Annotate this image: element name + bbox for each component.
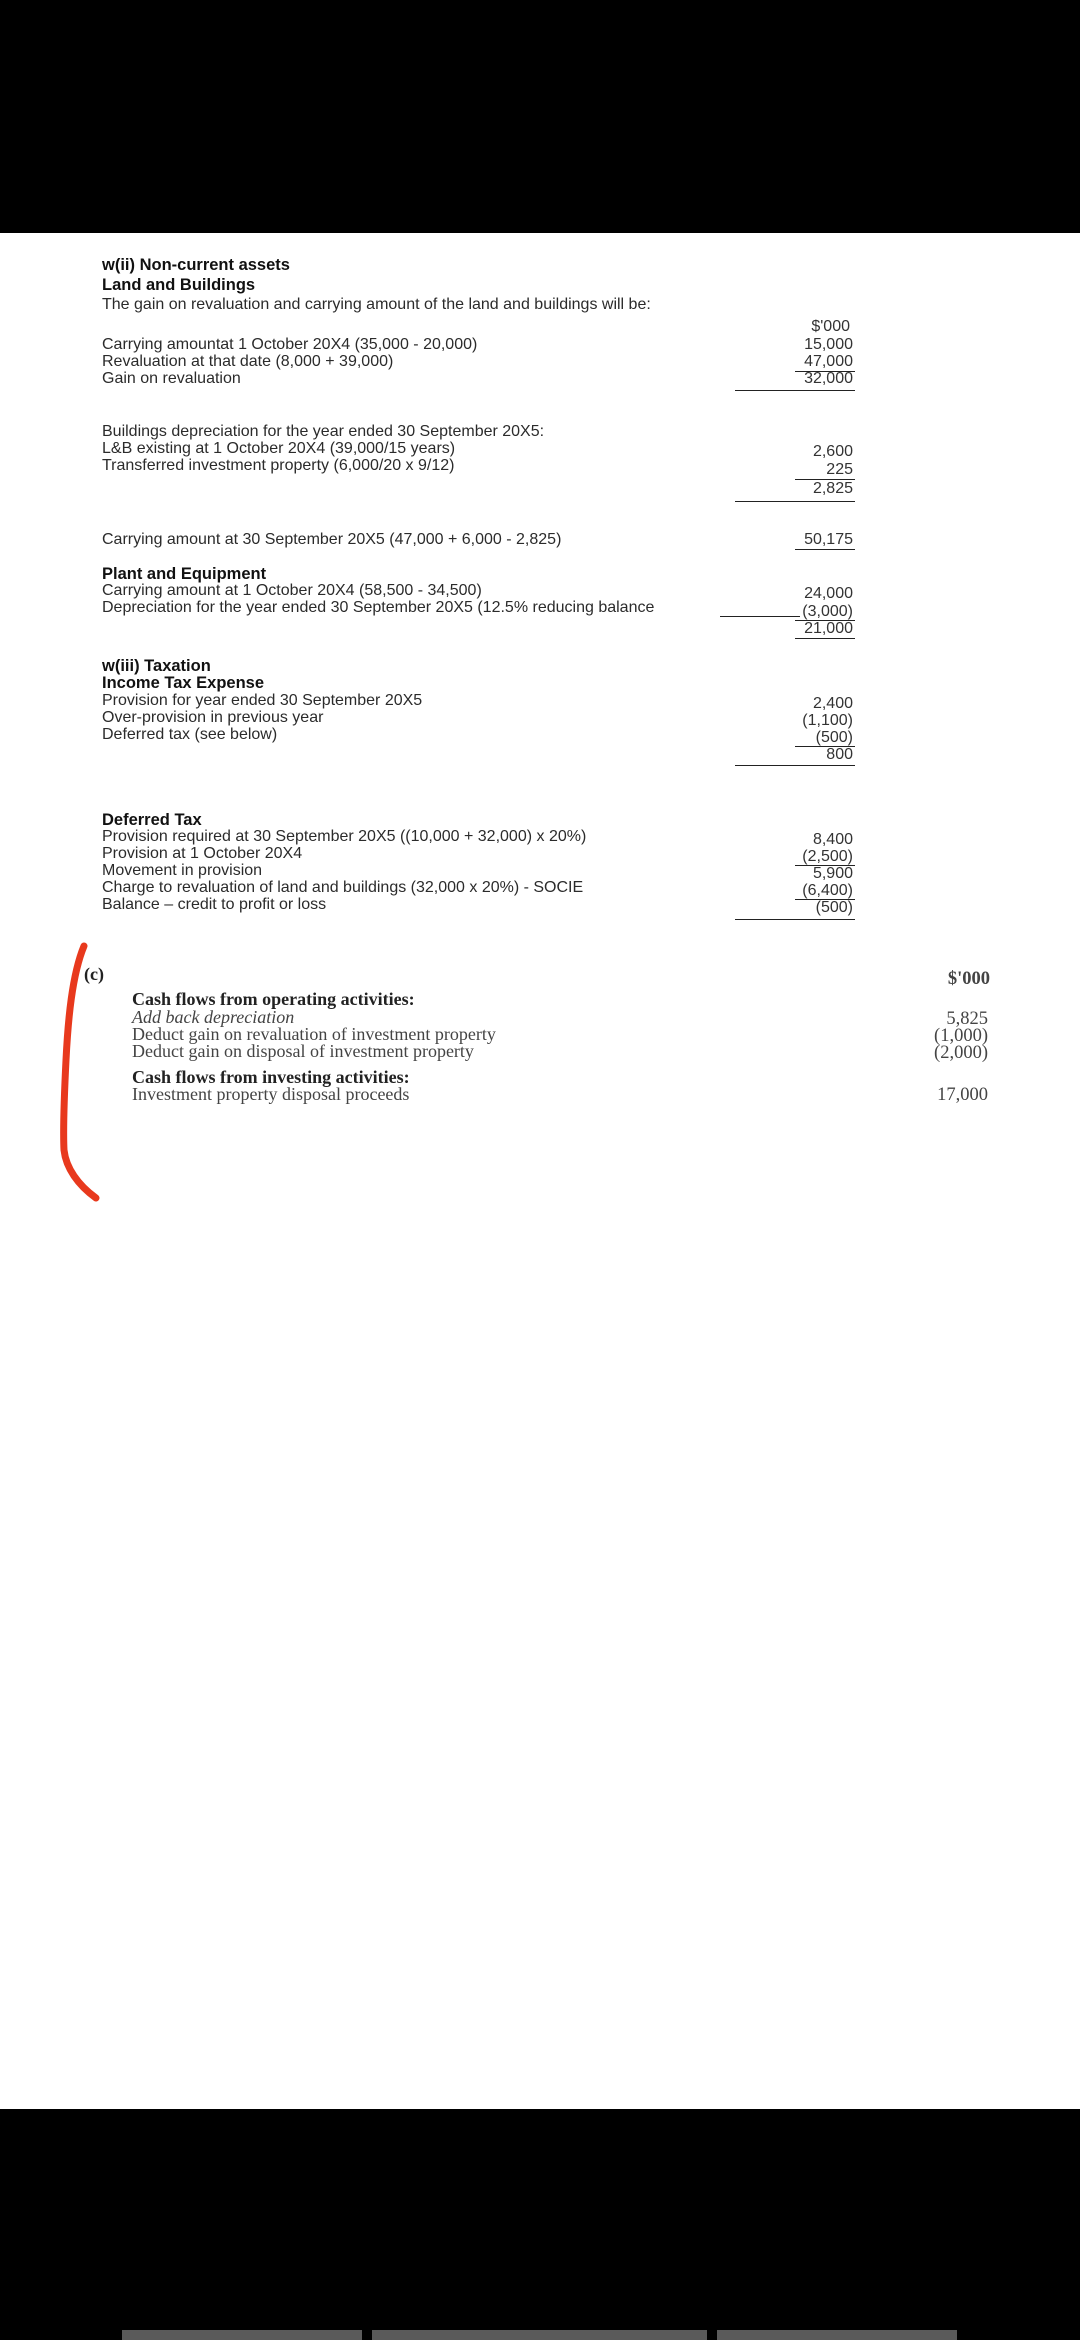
income-tax-heading: Income Tax Expense	[102, 674, 265, 692]
op-row-value: (1,000)	[934, 1026, 988, 1046]
tax-row-value: (500)	[815, 729, 853, 746]
ncs-row-value: 32,000	[804, 370, 853, 387]
inv-heading: Cash flows from investing activities:	[132, 1067, 410, 1087]
nav-bar-segment	[372, 2330, 707, 2340]
op-row-label: Deduct gain on revaluation of investment property	[132, 1024, 496, 1044]
underline	[795, 638, 855, 639]
document-page	[0, 233, 1080, 2109]
pe-total: 21,000	[804, 620, 853, 637]
total-rule	[735, 501, 855, 502]
dep-row-value: 2,600	[812, 443, 853, 460]
dep-row-label: L&B existing at 1 October 20X4 (39,000/15 years)	[102, 440, 456, 457]
dt-row-label: Balance – credit to profit or loss	[102, 896, 327, 913]
carrying-label: Carrying amount at 30 September 20X5 (47,000 + 6,000 - 2,825)	[102, 531, 562, 548]
pe-row-value: (3,000)	[802, 603, 853, 620]
total-rule	[735, 390, 855, 391]
unit-label: $'000	[811, 318, 850, 335]
dt-row-label: Provision required at 30 September 20X5 ((10,000 + 32,000) x 20%)	[102, 828, 587, 845]
pe-row-label: Depreciation for the year ended 30 September 20X5 (12.5% reducing balance	[102, 599, 655, 616]
top-black-bar	[0, 0, 1080, 233]
ncs-row-label: Carrying amountat 1 October 20X4 (35,000 - 20,000)	[102, 336, 478, 353]
tax-row-label: Deferred tax (see below)	[102, 726, 278, 743]
dt-row-value: 8,400	[812, 831, 853, 848]
tax-row-value: 2,400	[812, 695, 853, 712]
underline	[795, 549, 855, 550]
nav-bar-segment	[122, 2330, 362, 2340]
tax-row-label: Over-provision in previous year	[102, 709, 324, 726]
dt-row-label: Charge to revaluation of land and buildings (32,000 x 20%) - SOCIE	[102, 879, 584, 896]
total-rule	[735, 765, 855, 766]
op-heading: Cash flows from operating activities:	[132, 989, 415, 1009]
op-row-label: Add back depreciation	[132, 1007, 295, 1027]
dep-heading: Buildings depreciation for the year ended 30 September 20X5:	[102, 423, 545, 440]
ncs-heading: w(ii) Non-current assets	[102, 256, 290, 274]
pe-row-label: Carrying amount at 1 October 20X4 (58,500 - 34,500)	[102, 582, 482, 599]
ncs-row-label: Gain on revaluation	[102, 370, 241, 387]
carrying-value: 50,175	[804, 531, 853, 548]
tax-heading: w(iii) Taxation	[102, 657, 211, 675]
ncs-row-value: 47,000	[804, 353, 853, 370]
pe-heading: Plant and Equipment	[102, 565, 267, 583]
dep-row-label: Transferred investment property (6,000/20 x 9/12)	[102, 457, 455, 474]
tax-row-value: (1,100)	[802, 712, 853, 729]
bottom-black-bar	[0, 2109, 1080, 2340]
ncs-intro: The gain on revaluation and carrying amount of the land and buildings will be:	[102, 296, 651, 313]
inv-row-label: Investment property disposal proceeds	[132, 1084, 410, 1104]
part-c-unit: $'000	[947, 969, 990, 989]
dt-row-value: (2,500)	[802, 848, 853, 865]
dt-row-value: (6,400)	[802, 882, 853, 899]
op-row-value: 5,825	[946, 1009, 988, 1029]
dt-row-value: (500)	[815, 899, 853, 916]
ncs-row-label: Revaluation at that date (8,000 + 39,000)	[102, 353, 394, 370]
dep-total: 2,825	[812, 480, 853, 497]
pe-row-value: 24,000	[804, 585, 853, 602]
land-buildings-heading: Land and Buildings	[102, 276, 256, 294]
inv-row-value: 17,000	[937, 1085, 988, 1105]
op-row-label: Deduct gain on disposal of investment property	[132, 1041, 474, 1061]
dep-row-value: 225	[826, 461, 853, 478]
tax-row-label: Provision for year ended 30 September 20X5	[102, 692, 423, 709]
dt-row-value: 5,900	[812, 865, 853, 882]
ncs-row-value: 15,000	[804, 336, 853, 353]
part-c-label: (c)	[84, 964, 104, 984]
dt-row-label: Provision at 1 October 20X4	[102, 845, 303, 862]
nav-bar-segment	[717, 2330, 957, 2340]
total-rule	[735, 919, 855, 920]
op-row-value: (2,000)	[934, 1043, 988, 1063]
dt-row-label: Movement in provision	[102, 862, 263, 879]
deferred-tax-heading: Deferred Tax	[102, 811, 202, 829]
tax-total: 800	[826, 746, 853, 763]
